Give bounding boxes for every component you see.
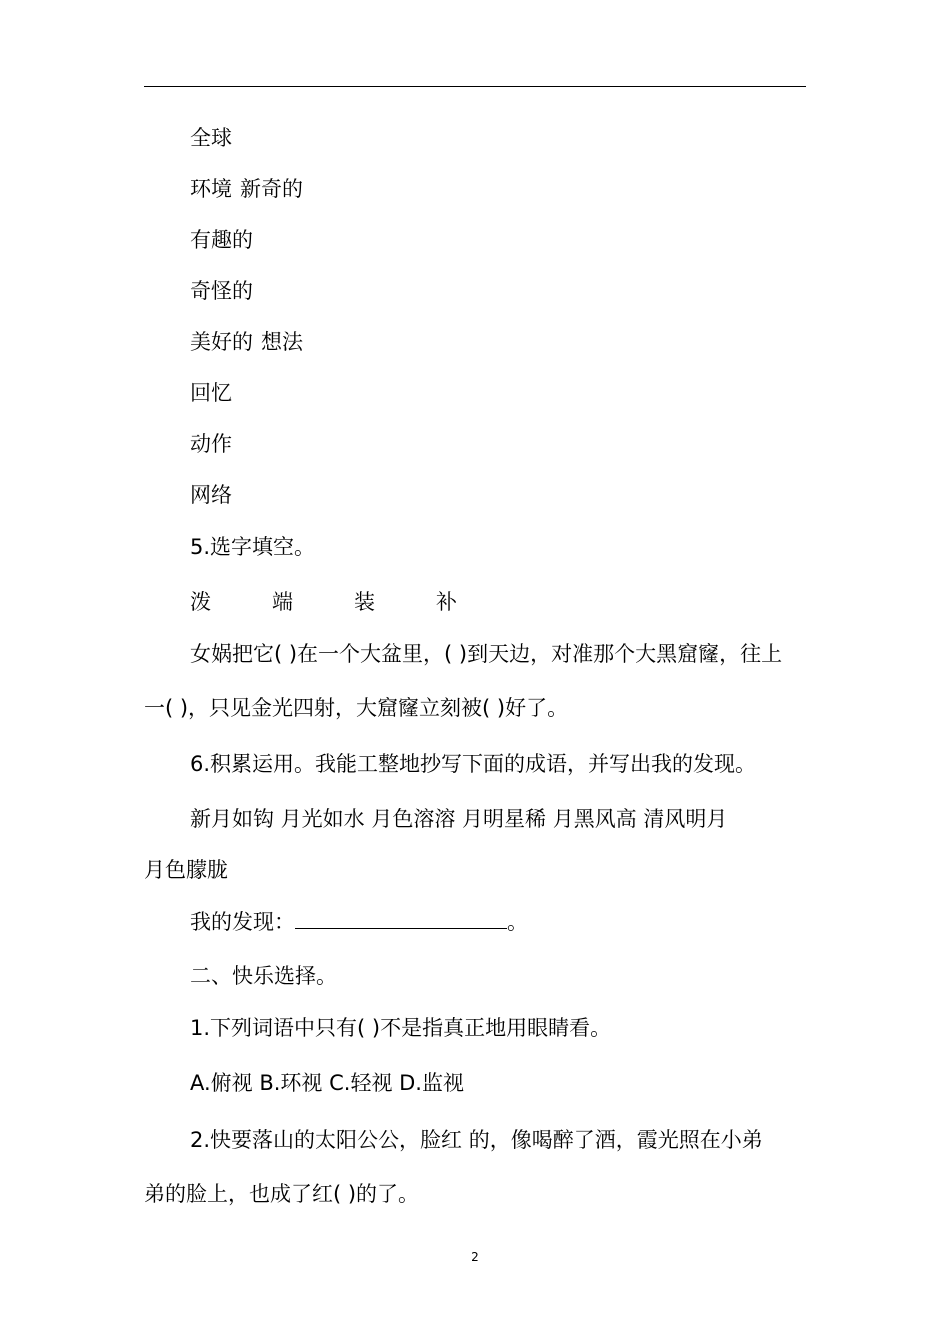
discovery-blank[interactable] [295,908,507,929]
discovery-end: 。 [507,910,528,934]
word-meihaode: 美好的 [190,330,253,354]
word-xinqide: 新奇的 [240,177,303,201]
word-line-2 [190,175,303,203]
word-huanjing: 环境 [190,177,232,201]
word-line-1: 全球 [190,126,232,150]
word-line-5 [190,328,303,356]
word-line-7: 动作 [190,432,232,456]
q5-title: 5.选字填空。 [190,535,316,559]
s2-q1-options: A.俯视 B.环视 C.轻视 D.监视 [190,1071,464,1095]
section-2-title: 二、快乐选择。 [190,964,337,988]
choice-4: 补 [436,590,457,614]
header-rule [144,86,806,87]
word-line-4: 奇怪的 [190,279,253,303]
choice-1: 泼 [190,590,211,614]
q5-sentence-line-1: 女娲把它( )在一个大盆里，( )到天边，对准那个大黑窟窿，往上 [190,642,783,666]
choice-3: 装 [354,590,375,614]
word-line-3: 有趣的 [190,228,253,252]
word-line-8: 网络 [190,483,232,507]
q5-sentence-line-2: 一( )，只见金光四射，大窟窿立刻被( )好了。 [144,696,569,720]
page-number: 2 [471,1250,479,1264]
word-line-6: 回忆 [190,381,232,405]
discovery-label: 我的发现： [190,910,295,934]
s2-q1-title: 1.下列词语中只有( )不是指真正地用眼睛看。 [190,1016,612,1040]
q5-choices [190,588,457,616]
choice-2: 端 [272,590,293,614]
q6-idioms-line-2: 月色朦胧 [144,858,228,882]
q6-title: 6.积累运用。我能工整地抄写下面的成语，并写出我的发现。 [190,752,757,776]
s2-q2-line-1: 2.快要落山的太阳公公，脸红 的，像喝醉了酒，霞光照在小弟 [190,1128,763,1152]
q6-idioms-line-1: 新月如钩 月光如水 月色溶溶 月明星稀 月黑风高 清风明月 [190,807,728,831]
word-xiangfa: 想法 [261,330,303,354]
s2-q2-line-2: 弟的脸上，也成了红( )的了。 [144,1182,420,1206]
q6-discovery [190,908,528,936]
